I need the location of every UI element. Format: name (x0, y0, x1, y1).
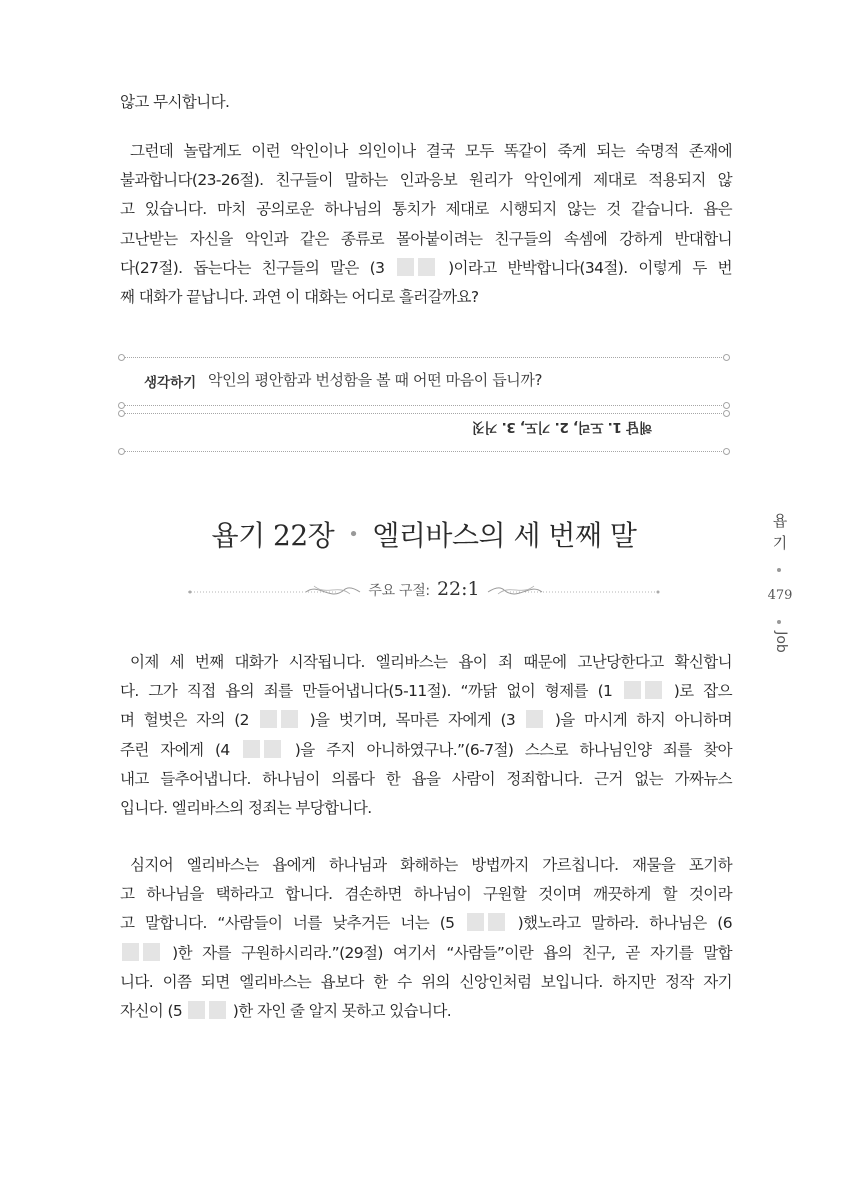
fill-blank (122, 943, 139, 961)
chapter-number: 욥기 22장 (211, 519, 335, 552)
side-dot (777, 620, 781, 624)
text-line: 고 있습니다. 마치 공의로운 하나님의 통치가 제대로 시행되지 않는 것 같습니다. 욥은 (120, 200, 732, 219)
fill-blank (243, 740, 260, 758)
answer-label: 해답 (626, 419, 653, 435)
fill-blank (397, 258, 414, 276)
fill-blank (526, 710, 543, 728)
text-line: 심지어 엘리바스는 욥에게 하나님과 화해하는 방법까지 가르칩니다. 재물을 포기하 (130, 856, 732, 874)
text-segment: 다. 그가 직접 욥의 죄를 만들어냅니다(5-11절). “까닭 없이 형제를 (1 (120, 682, 623, 701)
text-line (120, 997, 732, 1026)
text-segment: )한 자를 구원하시리라.”(29절) 여기서 “사람들”이란 욥의 친구, 곧 자기를 말합 (162, 943, 732, 962)
fill-blank (188, 1001, 205, 1019)
chapter-subtitle: 엘리바스의 세 번째 말 (372, 519, 637, 552)
text-segment: 주린 자에게 (4 (120, 740, 242, 759)
fill-blank (624, 681, 641, 699)
fill-blank (143, 943, 160, 961)
fill-blank (264, 740, 281, 758)
paragraph-3 (120, 851, 732, 1026)
dotted-divider (122, 413, 726, 414)
key-verse-label: 주요 구절: (368, 583, 430, 599)
side-book-char: 욥 (772, 512, 788, 530)
paragraph-intro (120, 88, 732, 117)
text-line: 니다. 이쯤 되면 엘리바스는 욥보다 한 수 위의 신앙인처럼 보입니다. 하지만 정작 자기 (120, 972, 732, 991)
text-line: 이제 세 번째 대화가 시작됩니다. 엘리바스는 욥이 죄 때문에 고난당한다고 확신합니 (130, 653, 732, 671)
text-line (120, 909, 732, 938)
text-line: 고 하나님을 택하라고 합니다. 겸손하면 하나님이 구원할 것이며 깨끗하게 할 것이라 (120, 885, 732, 904)
text-line: 내고 들추어냅니다. 하나님이 의롭다 한 욥을 사람이 정죄합니다. 근거 없는 가짜뉴스 (120, 769, 732, 788)
fill-blank (467, 913, 484, 931)
key-verse-ref: 22:1 (436, 578, 480, 600)
text-line: 그런데 놀랍게도 이런 악인이나 의인이나 결국 모두 똑같이 죽게 되는 숙명적 존재에 (130, 142, 732, 160)
text-segment: )이라고 반박합니다(34절). 이렇게 두 번 (437, 258, 732, 277)
side-english-book-name: Job (773, 631, 789, 653)
paragraph-2 (120, 648, 732, 823)
fill-blank (418, 258, 435, 276)
text-line: 째 대화가 끝납니다. 과연 이 대화는 어디로 흘러갈까요? (120, 287, 479, 306)
dotted-divider (122, 357, 726, 358)
chapter-title (0, 514, 848, 554)
text-line: 입니다. 엘리바스의 정죄는 부당합니다. (120, 798, 372, 817)
page-number: 479 (767, 588, 793, 603)
text-segment: )한 자인 줄 알지 못하고 있습니다. (228, 1001, 452, 1020)
title-separator-dot: • (348, 524, 359, 545)
text-line: 않고 무시합니다. (120, 93, 230, 111)
side-dot (777, 568, 781, 572)
key-verse-row (188, 572, 660, 612)
fill-blank (209, 1001, 226, 1019)
text-line: 고난받는 자신을 악인과 같은 종류로 몰아붙이려는 친구들의 속셈에 강하게 반대합니 (120, 229, 732, 248)
right-flourish-ornament (485, 580, 660, 604)
side-book-name (770, 510, 790, 554)
answer-key-upside-down (472, 419, 678, 439)
text-segment: 자신이 (5 (120, 1001, 187, 1020)
text-line (120, 677, 732, 706)
text-segment: )을 마시게 하지 아니하며 (545, 711, 732, 730)
text-segment: 다(27절). 돕는다는 친구들의 말은 (3 (120, 258, 396, 277)
answer-text: 1. 도리, 2. 기도, 3. 거짓 (472, 419, 622, 435)
text-line (120, 254, 732, 283)
fill-blank (281, 710, 298, 728)
fill-blank (645, 681, 662, 699)
text-segment: 며 헐벗은 자의 (2 (120, 711, 259, 730)
fill-blank (260, 710, 277, 728)
fill-blank (488, 913, 505, 931)
text-segment: )로 잡으 (664, 682, 732, 701)
think-question: 악인의 평안함과 번성함을 볼 때 어떤 마음이 듭니까? (208, 371, 543, 389)
side-tab (760, 510, 800, 680)
text-line (120, 939, 732, 968)
text-segment: )했노라고 말하라. 하나님은 (6 (507, 914, 732, 933)
text-line: 불과합니다(23-26절). 친구들이 말하는 인과응보 원리가 악인에게 제대로 적용되지 않 (120, 171, 732, 190)
text-line (120, 736, 732, 765)
paragraph-1 (120, 137, 732, 312)
side-book-char: 기 (772, 534, 788, 552)
text-segment: )을 주지 아니하였구나.”(6-7절) 스스로 하나님인양 죄를 찾아 (283, 740, 732, 759)
text-segment: )을 벗기며, 목마른 자에게 (3 (300, 711, 525, 730)
text-segment: 고 말합니다. “사람들이 너를 낮추거든 너는 (5 (120, 914, 465, 933)
dotted-divider (122, 451, 726, 452)
dotted-divider (122, 405, 726, 406)
think-label: 생각하기 (144, 375, 197, 391)
text-line (120, 706, 732, 735)
think-box (122, 357, 726, 453)
